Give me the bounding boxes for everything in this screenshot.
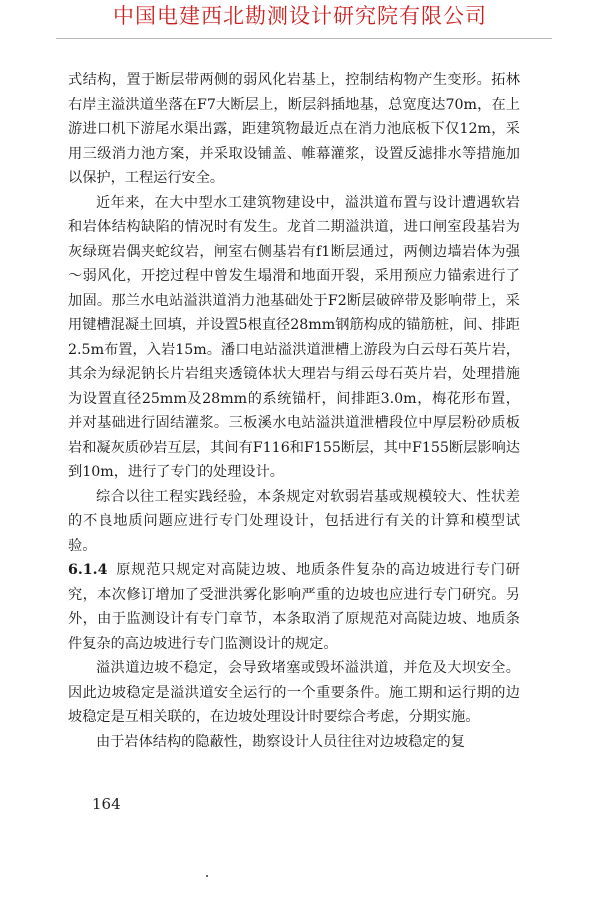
page-body	[68, 68, 520, 754]
page-number: 164	[92, 795, 121, 813]
body-paragraph: 由于岩体结构的隐蔽性，勘察设计人员往往对边坡稳定的复	[96, 733, 465, 750]
clause-number: 6.1.4	[68, 562, 108, 578]
body-paragraph: 综合以往工程实践经验，本条规定对软弱岩基或规模较大、性状差的不良地质问题应进行专门处理设计，包括进行有关的计算和模型试验。	[68, 488, 520, 554]
publisher-header: 中国电建西北勘测设计研究院有限公司	[113, 4, 487, 28]
body-paragraph: 溢洪道边坡不稳定，会导致堵塞或毁坏溢洪道，并危及大坝安全。因此边坡稳定是溢洪道安全运行的一个重要条件。施工期和运行期的边坡稳定是互相关联的，在边坡处理设计时要综合考虑，分期实施。	[68, 660, 520, 725]
clause-paragraph	[68, 558, 520, 656]
body-paragraph: 近年来，在大中型水工建筑物建设中，溢洪道布置与设计遭遇软岩和岩体结构缺陷的情况时有发生。龙首二期溢洪道，进口闸室段基岩为灰绿斑岩偶夹蛇纹岩，闸室右侧基岩有f1断层通过，两侧边墙岩体为强～弱风化，开挖过程中曾发生塌滑和地面开裂，采用预应力锚索进行了加固。那兰水电站溢洪道消力池基础处于F2断层破碎带及影响带上，采用键槽混凝土回填，并设置5根直径28mm钢筋构成的锚筋桩，间、排距2.5m布置，入岩15m。潘口电站溢洪道泄槽上游段为白云母石英片岩，其余为绿泥钠长片岩组夹透镜体状大理岩与绢云母石英片岩，处理措施为设置直径25mm及28mm的系统锚杆，间排距3.0m，梅花形布置，并对基础进行固结灌浆。三板溪水电站溢洪道泄槽段位中厚层粉砂质板岩和凝灰质砂岩互层，其间有F116和F155断层，其中F155断层影响达到10m，进行了专门的处理设计。	[68, 194, 520, 480]
header-rule	[56, 38, 552, 39]
clause-text: 原规范只规定对高陡边坡、地质条件复杂的高边坡进行专门研究，本次修订增加了受泄洪雾化影响严重的边坡也应进行专门研究。另外，由于监测设计有专门章节，本条取消了原规范对高陡边坡、地质条件复杂的高边坡进行专门监测设计的规定。	[68, 562, 520, 652]
body-paragraph: 式结构，置于断层带两侧的弱风化岩基上，控制结构物产生变形。拓林右岸主溢洪道坐落在F7大断层上，断层斜插地基，总宽度达70m，在上游进口机下游尾水渠出露，距建筑物最近点在消力池底板下仅12m，采用三级消力池方案，并采取设铺盖、帷幕灌浆，设置反滤排水等措施加以保护，工程运行安全。	[68, 72, 520, 186]
scan-speck	[206, 875, 208, 877]
